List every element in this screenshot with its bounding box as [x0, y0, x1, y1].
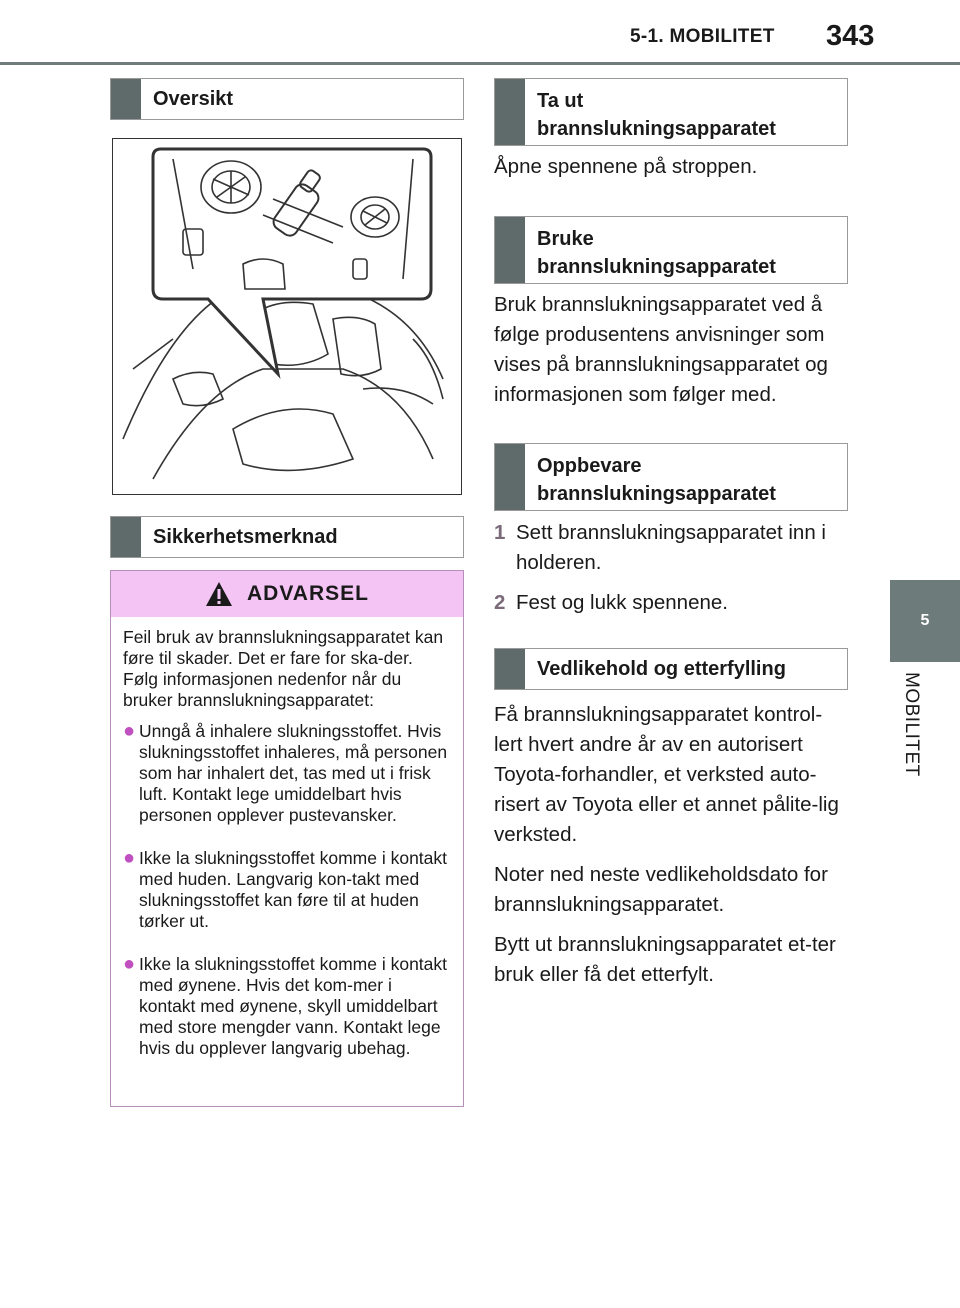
bullet-dot-icon: ● [123, 847, 136, 869]
step-item: 1 Sett brannslukningsapparatet inn i holderen. [494, 521, 826, 574]
bullet-dot-icon: ● [123, 720, 136, 742]
chapter-tab[interactable] [890, 580, 960, 662]
warning-bullet: ● Ikke la slukningsstoffet komme i kontakt med huden. Langvarig kon-takt med slukningsstoffet kan føre til at huden tørker ut. [123, 847, 448, 931]
warning-bullet: ● Unngå å inhalere slukningsstoffet. Hvis slukningsstoffet inhaleres, må personen som har inhalert det, tas med ut i frisk luft. Kontakt lege umiddelbart hvis personen opplever pustevansker. [123, 720, 448, 825]
step-item: 2 Fest og lukk spennene. [494, 591, 728, 614]
warning-body [111, 617, 463, 1059]
heading-maintenance: Vedlikehold og etterfylling [494, 648, 848, 690]
remove-text: Åpne spennene på stroppen. [494, 155, 758, 178]
section-title: 5-1. MOBILITET [630, 26, 775, 47]
warning-header [111, 571, 463, 617]
store-steps [494, 518, 846, 618]
warning-intro: Feil bruk av brannslukningsapparatet kan føre til skader. Det er fare for ska-der. Følg informasjonen nedenfor når du bruker brannslukningsapparatet: [123, 627, 444, 710]
heading-store: Oppbevare brannslukningsapparatet [494, 443, 848, 511]
maintenance-text: Få brannslukningsapparatet kontrol-lert hvert andre år av en autorisert Toyota-forhandler, et verksted auto-risert av Toyota eller et annet pålite-lig verksted. Noter ned neste vedlikeholdsdato for brannslukningsapparatet. Bytt ut brannslukningsapparatet et-ter bruk eller få det etterfylt. [494, 703, 839, 986]
header-rule [0, 62, 960, 65]
car-interior-illustration [112, 138, 462, 495]
warning-box [110, 570, 464, 1107]
warning-bullet: ● Ikke la slukningsstoffet komme i kontakt med øynene. Hvis det kom-mer i kontakt med øynene, skyll umiddelbart med store mengder vann. Kontakt lege hvis du opplever langvarig ubehag. [123, 953, 448, 1058]
warning-title: ADVARSEL [247, 582, 369, 605]
heading-overview: Oversikt [110, 78, 464, 120]
use-text: Bruk brannslukningsapparatet ved å følge produsentens anvisninger som vises på brannslukningsapparatet og informasjonen som følger med. [494, 293, 828, 406]
warning-triangle-icon [205, 581, 233, 607]
heading-use: Bruke brannslukningsapparatet [494, 216, 848, 284]
bullet-dot-icon: ● [123, 953, 136, 975]
chapter-label: MOBILITET [901, 672, 922, 777]
fire-extinguisher-location-image [113, 139, 461, 494]
heading-remove: Ta ut brannslukningsapparatet [494, 78, 848, 146]
chapter-number: 5 [920, 612, 930, 629]
page-number: 343 [826, 20, 875, 52]
heading-safety: Sikkerhetsmerknad [110, 516, 464, 558]
